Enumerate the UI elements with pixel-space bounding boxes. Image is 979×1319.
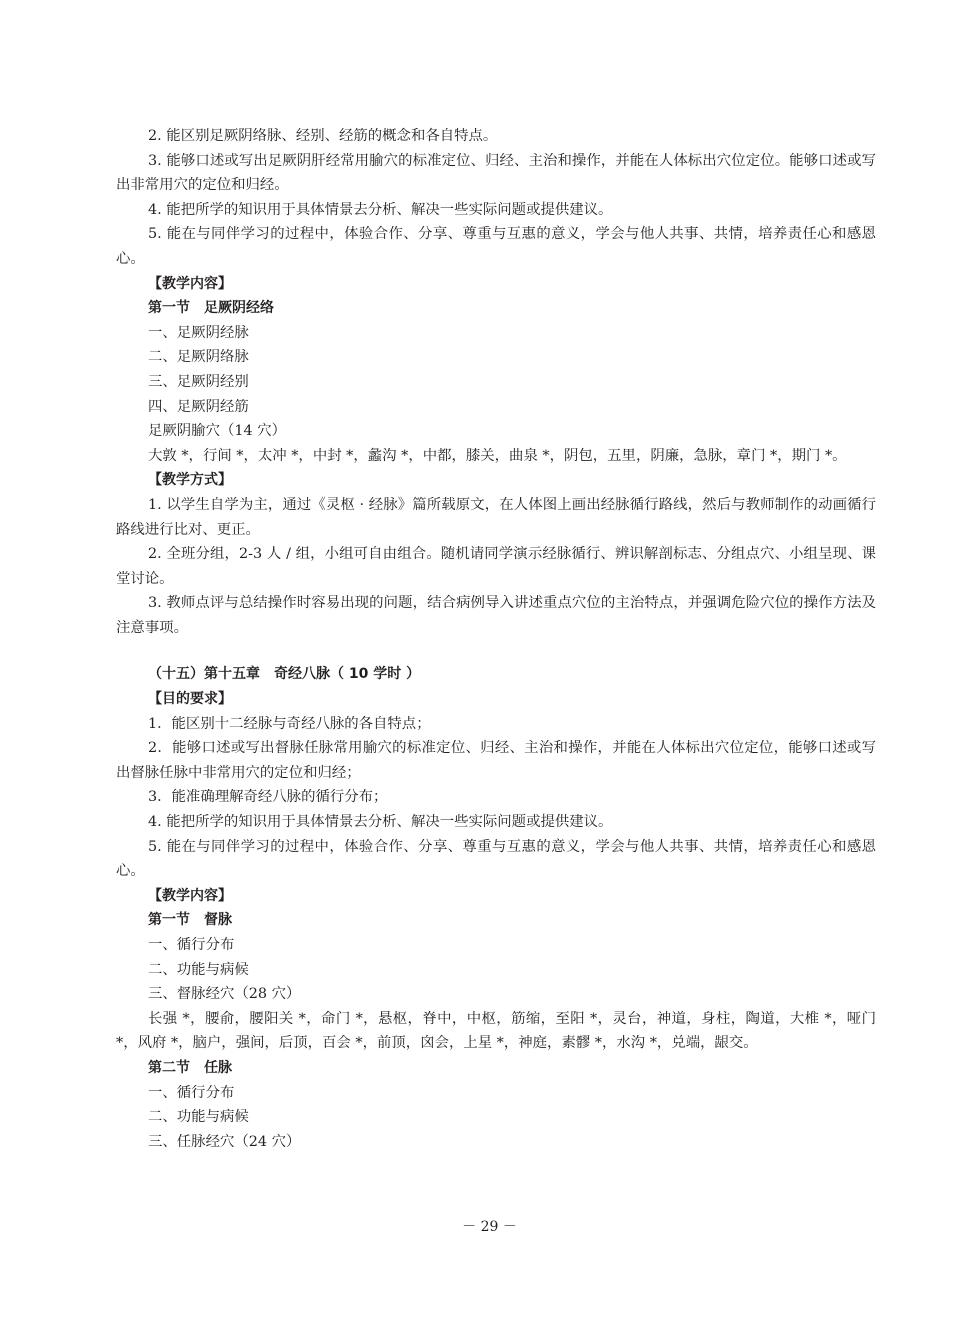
list-item: 三、任脉经穴（24 穴） (148, 1133, 301, 1150)
goal-item: 2．能够口述或写出督脉任脉常用腧穴的标准定位、归经、主治和操作，并能在人体标出穴位定位，能够口述或写出督脉任脉中非常用穴的定位和归经； (116, 740, 876, 781)
list-item: 一、循行分布 (148, 1084, 235, 1101)
acupoint-list: 大敦 *，行间 *，太冲 *，中封 *，蠡沟 *，中都，膝关，曲泉 *，阴包，五里，阴廉，急脉，章门 *，期门 *。 (148, 447, 847, 464)
teaching-method-heading: 【教学方式】 (148, 472, 232, 489)
goal-item: 3. 能够口述或写出足厥阴肝经常用腧穴的标准定位、归经、主治和操作，并能在人体标出穴位定位。能够口述或写出非常用穴的定位和归经。 (116, 152, 876, 194)
goal-item: 1．能区别十二经脉与奇经八脉的各自特点； (148, 715, 431, 732)
goal-item: 2. 能区别足厥阴络脉、经别、经筋的概念和各自特点。 (148, 128, 498, 144)
method-item: 3. 教师点评与总结操作时容易出现的问题，结合病例导入讲述重点穴位的主治特点，并强调危险穴位的操作方法及注意事项。 (116, 595, 876, 636)
goal-item: 5. 能在与同伴学习的过程中，体验合作、分享、尊重与互惠的意义，学会与他人共事、共情，培养责任心和感恩心。 (116, 838, 876, 880)
goal-item: 4. 能把所学的知识用于具体情景去分析、解决一些实际问题或提供建议。 (148, 201, 613, 218)
teaching-content-heading: 【教学内容】 (148, 887, 232, 904)
list-item: 三、督脉经穴（28 穴） (148, 986, 301, 1003)
goal-item: 4. 能把所学的知识用于具体情景去分析、解决一些实际问题或提供建议。 (148, 814, 613, 831)
goals-heading: 【目的要求】 (148, 691, 232, 708)
page-number: － 29 － (462, 1219, 517, 1235)
page-body (116, 124, 876, 1154)
acupoint-list: 长强 *，腰俞，腰阳关 *，命门 *，悬枢，脊中，中枢，筋缩，至阳 *，灵台，神道，身柱，陶道，大椎 *，哑门 *，风府 *，脑户，强间，后顶，百会 *，前顶，囟会，上星 *，神庭，素髎 *，水沟 *，兑端，龈交。 (116, 1010, 876, 1052)
goal-item: 3．能准确理解奇经八脉的循行分布； (148, 789, 388, 806)
list-item: 四、足厥阴经筋 (148, 398, 249, 415)
list-item: 二、功能与病候 (148, 1109, 249, 1126)
spacer (116, 640, 876, 662)
list-item: 一、足厥阴经脉 (148, 324, 249, 341)
points-title: 足厥阴腧穴（14 穴） (148, 423, 287, 440)
teaching-content-heading: 【教学内容】 (148, 275, 232, 292)
goal-item: 5. 能在与同伴学习的过程中，体验合作、分享、尊重与互惠的意义，学会与他人共事、共情，培养责任心和感恩心。 (116, 226, 876, 267)
section-title: 第二节 任脉 (148, 1059, 232, 1076)
section-title: 第一节 督脉 (148, 912, 232, 929)
chapter-title: （十五）第十五章 奇经八脉（ 10 学时 ） (148, 666, 421, 683)
method-item: 1. 以学生自学为主，通过《灵枢 · 经脉》篇所载原文，在人体图上画出经脉循行路线，然后与教师制作的动画循行路线进行比对、更正。 (116, 496, 876, 538)
list-item: 三、足厥阴经别 (148, 373, 249, 390)
list-item: 一、循行分布 (148, 937, 235, 953)
method-item: 2. 全班分组，2-3 人 / 组，小组可自由组合。随机请同学演示经脉循行、辨识解剖标志、分组点穴、小组呈现、课堂讨论。 (116, 546, 876, 587)
list-item: 二、功能与病候 (148, 961, 249, 978)
list-item: 二、足厥阴络脉 (148, 349, 249, 366)
section-title: 第一节 足厥阴经络 (148, 300, 274, 317)
